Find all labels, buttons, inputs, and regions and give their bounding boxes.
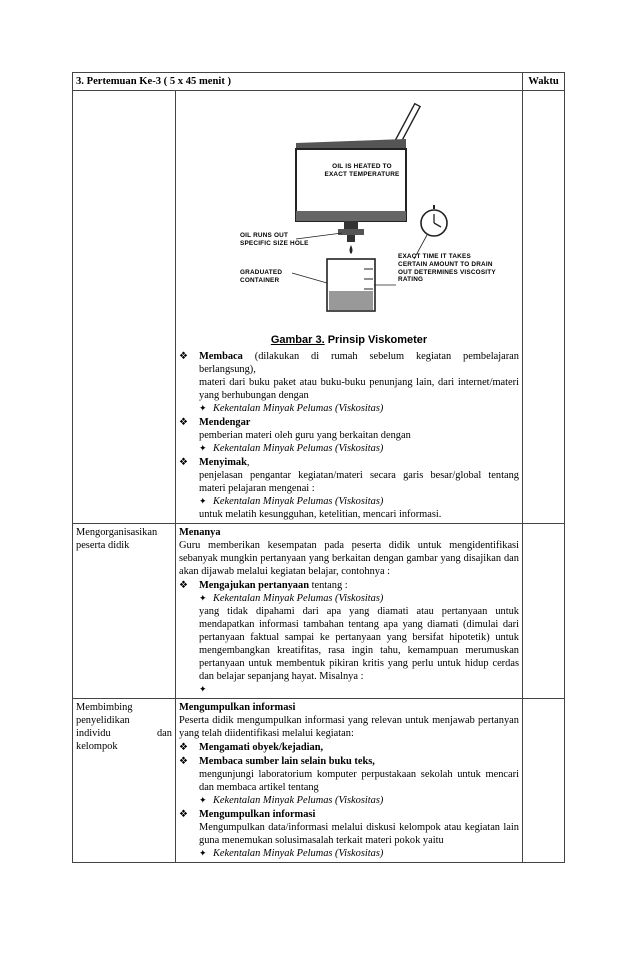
item-body: penjelasan pengantar kegiatan/materi secara garis besar/global tentang materi pelajaran mengenai : xyxy=(199,470,519,495)
four-point-star-icon: ✦ xyxy=(199,443,207,454)
sub-item xyxy=(179,794,519,807)
list-item xyxy=(179,755,519,768)
activity-title: Menanya xyxy=(179,527,221,539)
figure-caption-prefix: Gambar 3. xyxy=(270,334,325,347)
time-cell xyxy=(523,698,565,862)
sub-item-empty xyxy=(179,683,519,696)
sub-item-text: Kekentalan Minyak Pelumas (Viskositas) xyxy=(213,794,384,806)
sub-item xyxy=(179,442,519,455)
item-title: Mengumpulkan informasi xyxy=(199,808,316,820)
figure-label-exact-time: EXACT TIME IT TAKES CERTAIN AMOUNT TO DRAIN OUT DETERMINES VISCOSITY RATING xyxy=(398,253,496,284)
four-point-star-icon: ✦ xyxy=(199,593,207,604)
stage-cell xyxy=(73,698,176,862)
four-point-star-icon: ✦ xyxy=(199,684,207,695)
sub-item-text: Kekentalan Minyak Pelumas (Viskositas) xyxy=(213,443,384,455)
sub-item xyxy=(179,847,519,860)
sub-item xyxy=(179,495,519,508)
list-item xyxy=(179,741,519,754)
stage-line: penyelidikan xyxy=(76,714,130,726)
diamond-bullet-icon: ❖ xyxy=(179,457,188,469)
time-column-header: Waktu xyxy=(523,73,565,91)
item-title: Membaca xyxy=(199,351,243,363)
activity-cell xyxy=(176,91,523,524)
item-title: Menyimak xyxy=(199,457,247,469)
activity-intro: Peserta didik mengumpulkan informasi yang relevan untuk menjawab pertanyan yang telah diidentifikasi melalui kegiatan: xyxy=(179,714,519,739)
table-row xyxy=(73,524,565,699)
sub-item-text: Kekentalan Minyak Pelumas (Viskositas) xyxy=(213,593,384,605)
table-row xyxy=(73,91,565,524)
stage-line xyxy=(76,727,172,740)
item-rest: , xyxy=(246,457,250,469)
viscometer-illustration xyxy=(184,93,514,333)
time-cell xyxy=(523,91,565,524)
stage-line: kelompok xyxy=(76,740,118,752)
list-item xyxy=(179,456,519,469)
figure-label-oil-runs: OIL RUNS OUT SPECIFIC SIZE HOLE xyxy=(240,232,309,247)
item-body: mengunjungi laboratorium komputer perpustakaan sekolah untuk mencari dan membaca artikel tentang xyxy=(199,768,519,793)
stage-cell-empty xyxy=(73,91,176,524)
item-rest: tentang : xyxy=(308,580,348,592)
table-row xyxy=(73,698,565,862)
activity-cell xyxy=(176,698,523,862)
figure-caption-text: Prinsip Viskometer xyxy=(324,334,428,347)
figure-caption xyxy=(184,334,514,348)
list-item xyxy=(179,416,519,429)
diamond-bullet-icon: ❖ xyxy=(179,580,188,592)
list-item xyxy=(179,579,519,592)
diamond-bullet-icon: ❖ xyxy=(179,755,188,767)
activity-title: Mengumpulkan informasi xyxy=(179,701,296,713)
sub-item-text: Kekentalan Minyak Pelumas (Viskositas) xyxy=(213,496,384,508)
item-body: materi dari buku paket atau buku-buku penunjang lain, dari internet/materi yang berhubungan dengan xyxy=(199,377,519,402)
figure-label-oil-heated: OIL IS HEATED TO EXACT TEMPERATURE xyxy=(324,163,400,178)
meeting-title: 3. Pertemuan Ke-3 ( 5 x 45 menit ) xyxy=(73,73,523,91)
sub-item-text: Kekentalan Minyak Pelumas (Viskositas) xyxy=(213,847,384,859)
diamond-bullet-icon: ❖ xyxy=(179,808,188,820)
four-point-star-icon: ✦ xyxy=(199,794,207,805)
diamond-bullet-icon: ❖ xyxy=(179,417,188,429)
item-title: Mengajukan pertanyaan xyxy=(199,580,309,592)
item-rest: (dilakukan di rumah sebelum kegiatan pembelajaran berlangsung), xyxy=(199,351,519,376)
item-after: untuk melatih kesungguhan, ketelitian, mencari informasi. xyxy=(199,509,442,521)
diamond-bullet-icon: ❖ xyxy=(179,351,188,363)
lesson-table xyxy=(72,72,565,863)
item-title: Mengamati obyek/kejadian, xyxy=(199,741,324,753)
table-header-row xyxy=(73,73,565,91)
sub-item xyxy=(179,402,519,415)
viscometer-figure xyxy=(184,93,514,349)
activity-intro: Guru memberikan kesempatan pada peserta didik untuk mengidentifikasi sebanyak mungkin pertanyaan yang berkaitan dengan gambar yang disajikan dan akan dijawab melalui kegiatan belajar, contohnya : xyxy=(179,540,519,578)
item-title: Membaca sumber lain selain buku teks, xyxy=(199,755,375,767)
figure-label-graduated: GRADUATED CONTAINER xyxy=(240,269,283,284)
stage-cell: Mengorganisasikan peserta didik xyxy=(73,524,176,699)
four-point-star-icon: ✦ xyxy=(199,403,207,414)
sub-item xyxy=(179,592,519,605)
four-point-star-icon: ✦ xyxy=(199,847,207,858)
item-body: yang tidak dipahami dari apa yang diamati atau pertanyaan untuk mendapatkan informasi tambahan tentang apa yang diamati (dimulai dari pertanyaan faktual sampai ke pertanyaan yang bersifat hipotetik) untuk mengembangkan kreatifitas, rasa ingin tahu, kemampuan merumuskan pertanyaan untuk membentuk pikiran kritis yang perlu untuk hidup cerdas dan belajar sepanjang hayat. Misalnya : xyxy=(199,606,519,683)
stage-line: Membimbing xyxy=(76,701,133,713)
four-point-star-icon: ✦ xyxy=(199,496,207,507)
sub-item-text: Kekentalan Minyak Pelumas (Viskositas) xyxy=(213,403,384,415)
diamond-bullet-icon: ❖ xyxy=(179,741,188,753)
time-cell xyxy=(523,524,565,699)
activity-cell xyxy=(176,524,523,699)
item-title: Mendengar xyxy=(199,417,251,429)
list-item xyxy=(179,808,519,821)
list-item xyxy=(179,350,519,376)
item-body: pemberian materi oleh guru yang berkaitan dengan xyxy=(199,430,411,442)
stage-word: dan xyxy=(156,727,172,739)
item-body: Mengumpulkan data/informasi melalui diskusi kelompok atau kegiatan lain guna menemukan solusimasalah terkait materi pokok yaitu xyxy=(199,821,519,846)
stage-word: individu xyxy=(76,727,111,739)
